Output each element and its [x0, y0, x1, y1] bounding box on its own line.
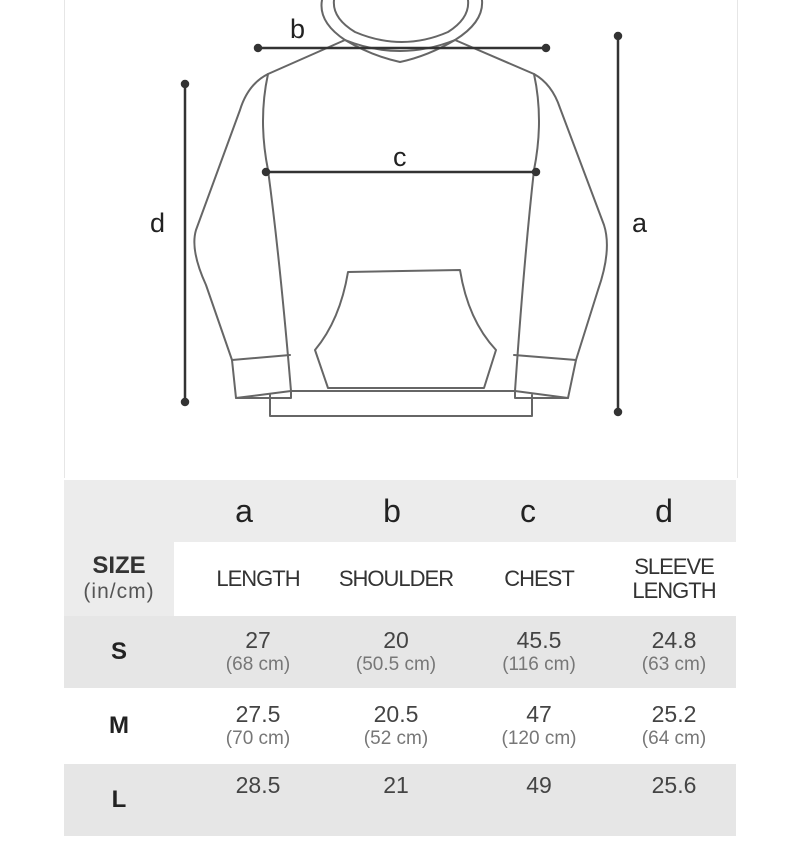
column-sleeve-label-1: SLEEVE	[634, 554, 714, 579]
label-a: a	[632, 208, 648, 238]
letter-d: d	[655, 492, 673, 529]
column-chest-label: CHEST	[504, 566, 574, 591]
value-cm: (52 cm)	[363, 728, 429, 749]
value-cm: (70 cm)	[225, 728, 291, 749]
value-cm: (120 cm)	[501, 728, 577, 749]
left-cuff	[232, 355, 291, 398]
value-cell	[469, 688, 609, 764]
value-in: 28.5	[235, 772, 281, 798]
value-cm: (68 cm)	[225, 654, 291, 675]
value-in: 27.5	[235, 701, 281, 727]
size-header-cell	[64, 542, 174, 616]
size-header-title: SIZE	[92, 552, 146, 579]
table-row	[64, 616, 736, 688]
value-in: 27	[245, 627, 271, 653]
size-header-unit: (in/cm)	[83, 580, 155, 603]
value-cell	[188, 764, 328, 844]
value-cm: (63 cm)	[641, 654, 707, 675]
left-torso-side	[268, 170, 291, 391]
column-length	[188, 542, 328, 616]
size-s: S	[110, 638, 127, 665]
column-length-label: LENGTH	[216, 566, 300, 591]
column-shoulder-label: SHOULDER	[338, 566, 454, 591]
right-torso-side	[515, 170, 534, 391]
value-in: 47	[526, 701, 552, 727]
value-in: 24.8	[651, 627, 697, 653]
label-d: d	[150, 208, 166, 238]
table-row	[64, 764, 736, 836]
value-in: 21	[383, 772, 409, 798]
label-b: b	[290, 14, 306, 44]
value-cell	[326, 616, 466, 688]
value-cm: (116 cm)	[502, 654, 576, 675]
hood-inner	[334, 0, 468, 42]
column-sleeve-length	[604, 542, 744, 616]
value-cm: (64 cm)	[641, 728, 707, 749]
value-cell	[604, 688, 744, 764]
value-in: 45.5	[516, 627, 562, 653]
body-outline	[194, 40, 607, 398]
left-shoulder-seam	[263, 74, 268, 170]
value-cell	[326, 764, 466, 844]
column-sleeve-label-2: LENGTH	[632, 578, 716, 603]
value-in: 20	[383, 627, 409, 653]
value-cm: (50.5 cm)	[355, 654, 437, 675]
value-cell	[604, 616, 744, 688]
letter-header-row	[64, 480, 736, 542]
column-shoulder	[326, 542, 466, 616]
value-in: 49	[526, 772, 552, 798]
kangaroo-pocket	[315, 270, 496, 388]
value-cell	[469, 616, 609, 688]
value-in: 20.5	[373, 701, 419, 727]
column-header-row	[64, 542, 736, 616]
value-cell	[469, 764, 609, 844]
label-c: c	[393, 142, 407, 172]
letter-a: a	[235, 492, 253, 529]
right-shoulder-seam	[534, 74, 539, 170]
value-in: 25.6	[651, 772, 697, 798]
size-m: M	[109, 712, 129, 739]
right-cuff	[514, 355, 576, 398]
letter-b: b	[383, 492, 401, 529]
letter-c: c	[520, 492, 536, 529]
size-l: L	[111, 786, 127, 813]
value-in: 25.2	[651, 701, 697, 727]
table-row	[64, 688, 736, 764]
column-chest	[469, 542, 609, 616]
value-cell	[326, 688, 466, 764]
value-cell	[188, 688, 328, 764]
value-cell	[604, 764, 744, 844]
value-cell	[188, 616, 328, 688]
waistband	[270, 395, 532, 416]
